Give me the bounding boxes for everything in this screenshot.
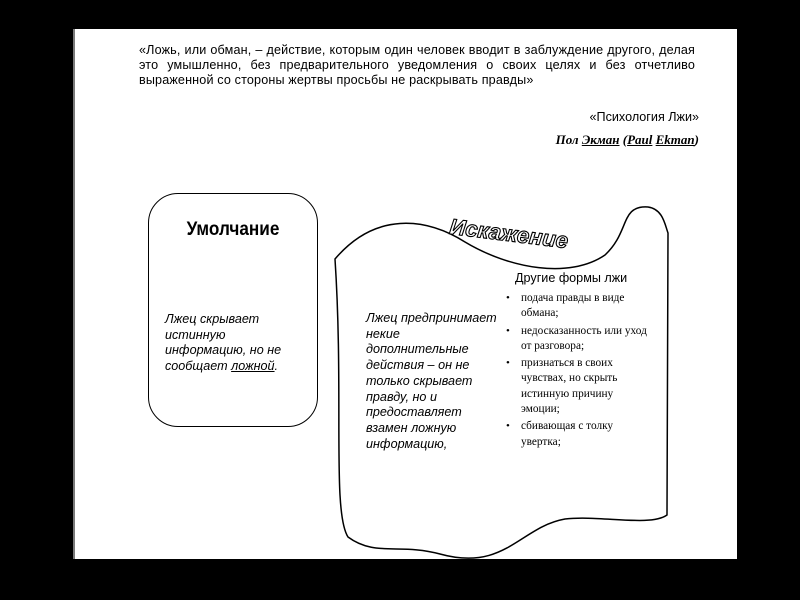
list-item: • недосказанность или уход от разговора; (503, 324, 653, 355)
author-latin-last: Ekman (655, 132, 695, 147)
omission-box (148, 193, 318, 427)
omission-title: Умолчание (186, 218, 280, 240)
quote-source: «Психология Лжи» (589, 110, 699, 124)
author-latin-first: Paul (627, 132, 653, 147)
author-suffix: ) (694, 132, 699, 147)
omission-text-underlined: ложной (231, 358, 275, 373)
list-item: • признаться в своих чувствах, но скрыть истинную причину эмоции; (503, 356, 653, 417)
author-mid: ( (619, 132, 628, 147)
other-forms-list (503, 291, 653, 452)
author-prefix: Пол (555, 132, 582, 147)
omission-text (165, 312, 305, 374)
omission-text-main: Лжец скрывает истинную информацию, но не сообщает (165, 312, 282, 373)
quote-author (556, 132, 699, 148)
quote-text: «Ложь, или обман, – действие, которым один человек вводит в заблуждение другого, делая это умышленно, без предварительного уведомления о своих целях и без отчетливо выраженной со стороны жертвы просьбы не раскрывать правды» (139, 43, 695, 87)
distortion-title: Искажение (448, 213, 570, 254)
list-item: • подача правды в виде обмана; (503, 291, 653, 322)
author-surname: Экман (581, 132, 620, 147)
slide-page (73, 29, 737, 559)
distortion-text: Лжец предпринимает некие дополнительные действия – он не только скрывает правду, но и предоставляет взамен ложную информацию, (366, 311, 497, 451)
other-forms-title: Другие формы лжи (515, 271, 628, 285)
omission-text-end: . (274, 358, 279, 373)
list-item: • сбивающая с толку увертка; (503, 419, 653, 450)
